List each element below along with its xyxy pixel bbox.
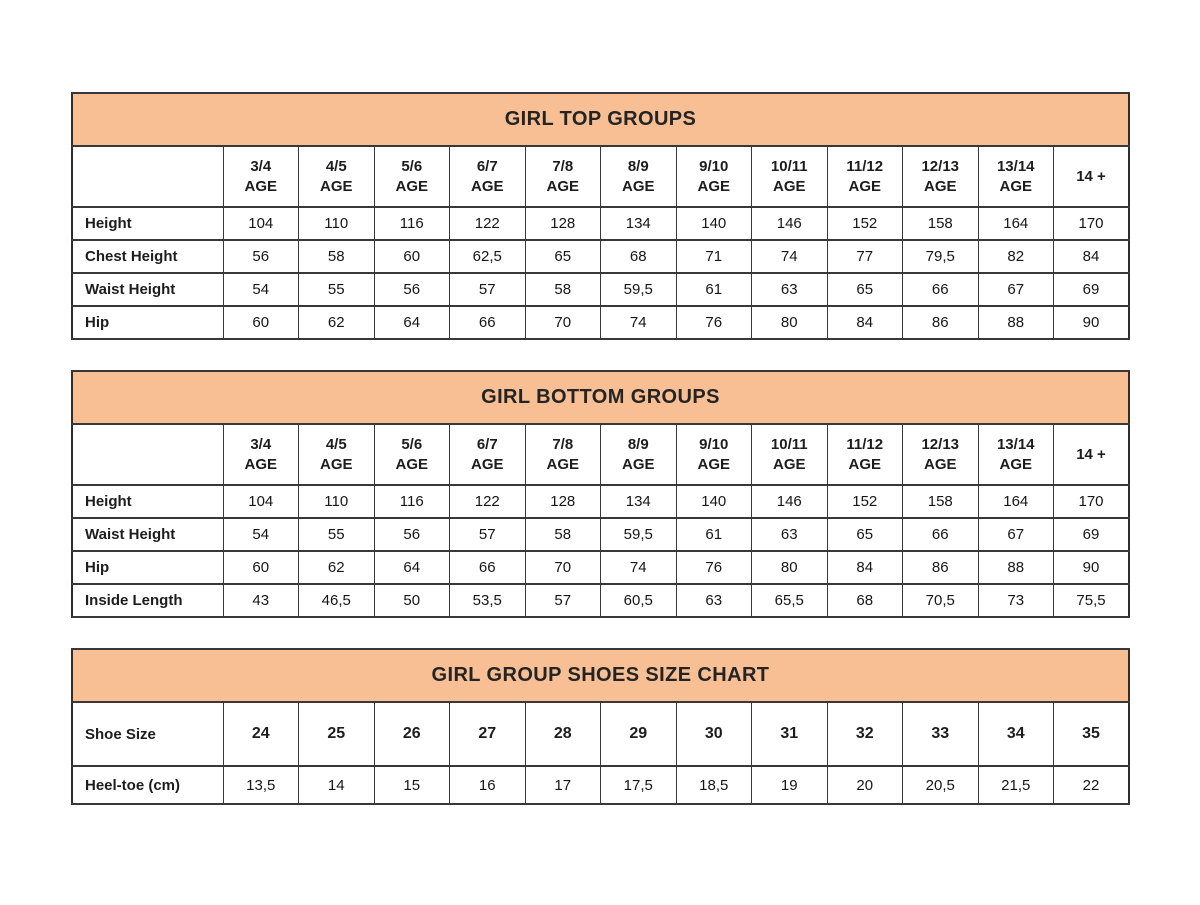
column-header-line: 28 — [553, 724, 572, 742]
column-header-line: 7/8 — [552, 158, 574, 175]
column-header — [223, 702, 299, 766]
column-header-line: 10/11 — [770, 158, 808, 175]
column-header-line: 4/5 — [325, 436, 347, 453]
cell-value: 104 — [223, 485, 299, 518]
cell-value: 128 — [525, 485, 601, 518]
row-label: Height — [72, 485, 223, 518]
cell-value: 21,5 — [978, 766, 1054, 804]
cell-value: 110 — [299, 207, 375, 240]
cell-value: 146 — [752, 207, 828, 240]
cell-value: 62 — [299, 306, 375, 339]
column-header — [676, 146, 752, 207]
cell-value: 70 — [525, 551, 601, 584]
cell-value: 63 — [676, 584, 752, 617]
cell-value: 66 — [450, 306, 526, 339]
column-header-line: 11/12 — [846, 436, 884, 453]
column-header — [1054, 424, 1130, 485]
column-header — [525, 146, 601, 207]
column-header — [978, 424, 1054, 485]
column-header — [374, 146, 450, 207]
column-header — [827, 702, 903, 766]
row-label: Waist Height — [72, 518, 223, 551]
cell-value: 158 — [903, 207, 979, 240]
table-row — [72, 551, 1129, 584]
column-header — [978, 702, 1054, 766]
cell-value: 64 — [374, 306, 450, 339]
cell-value: 66 — [903, 273, 979, 306]
cell-value: 65 — [525, 240, 601, 273]
column-header-line: 31 — [780, 724, 799, 742]
column-header-line: 13/14 — [996, 158, 1035, 175]
cell-value: 68 — [827, 584, 903, 617]
cell-value: 56 — [374, 518, 450, 551]
column-header-line: 27 — [478, 724, 497, 742]
cell-value: 77 — [827, 240, 903, 273]
cell-value: 58 — [525, 518, 601, 551]
column-header — [450, 702, 526, 766]
cell-value: 140 — [676, 485, 752, 518]
column-header-line: 14 + — [1076, 445, 1106, 463]
cell-value: 164 — [978, 207, 1054, 240]
cell-value: 59,5 — [601, 518, 677, 551]
corner-cell — [72, 424, 223, 485]
cell-value: 67 — [978, 518, 1054, 551]
column-header-line: AGE — [546, 455, 579, 473]
cell-value: 43 — [223, 584, 299, 617]
column-header-line: 8/9 — [627, 158, 649, 175]
cell-value: 53,5 — [450, 584, 526, 617]
column-header-line: AGE — [244, 455, 277, 473]
cell-value: 88 — [978, 551, 1054, 584]
cell-value: 86 — [903, 551, 979, 584]
cell-value: 19 — [752, 766, 828, 804]
row-label: Inside Length — [72, 584, 223, 617]
corner-cell: Shoe Size — [72, 702, 223, 766]
column-header-line: 33 — [931, 724, 950, 742]
column-header — [752, 702, 828, 766]
column-header-line: 29 — [629, 724, 648, 742]
column-header — [903, 146, 979, 207]
column-header-line: 4/5 — [325, 158, 347, 175]
table-title: GIRL GROUP SHOES SIZE CHART — [72, 649, 1129, 702]
cell-value: 20 — [827, 766, 903, 804]
cell-value: 170 — [1054, 485, 1130, 518]
cell-value: 60 — [223, 551, 299, 584]
column-header — [676, 424, 752, 485]
column-header — [299, 146, 375, 207]
cell-value: 158 — [903, 485, 979, 518]
column-header-line: AGE — [772, 455, 806, 473]
cell-value: 164 — [978, 485, 1054, 518]
column-header-line: AGE — [621, 455, 655, 473]
column-header-line: 10/11 — [770, 436, 808, 453]
cell-value: 128 — [525, 207, 601, 240]
cell-value: 17 — [525, 766, 601, 804]
cell-value: 80 — [752, 306, 828, 339]
column-header — [903, 702, 979, 766]
table-title-row — [72, 371, 1129, 424]
cell-value: 140 — [676, 207, 752, 240]
cell-value: 62 — [299, 551, 375, 584]
column-header — [374, 424, 450, 485]
column-header-line: AGE — [621, 177, 655, 195]
column-header-line: 5/6 — [401, 158, 423, 175]
cell-value: 104 — [223, 207, 299, 240]
cell-value: 116 — [374, 207, 450, 240]
cell-value: 60 — [374, 240, 450, 273]
cell-value: 17,5 — [601, 766, 677, 804]
column-header-line: AGE — [999, 177, 1032, 195]
cell-value: 14 — [299, 766, 375, 804]
cell-value: 64 — [374, 551, 450, 584]
cell-value: 16 — [450, 766, 526, 804]
column-header — [827, 424, 903, 485]
column-header-line: AGE — [470, 177, 504, 195]
cell-value: 15 — [374, 766, 450, 804]
row-label: Chest Height — [72, 240, 223, 273]
column-header-line: AGE — [923, 177, 957, 195]
cell-value: 62,5 — [450, 240, 526, 273]
cell-value: 13,5 — [223, 766, 299, 804]
column-header — [601, 146, 677, 207]
column-header — [374, 702, 450, 766]
cell-value: 74 — [601, 306, 677, 339]
column-header-line: 26 — [402, 724, 421, 742]
column-header-line: AGE — [546, 177, 579, 195]
cell-value: 71 — [676, 240, 752, 273]
cell-value: 69 — [1054, 273, 1130, 306]
table-row — [72, 766, 1129, 804]
cell-value: 18,5 — [676, 766, 752, 804]
column-header — [752, 424, 828, 485]
cell-value: 58 — [299, 240, 375, 273]
column-header-line: 3/4 — [250, 158, 272, 175]
cell-value: 57 — [450, 518, 526, 551]
cell-value: 82 — [978, 240, 1054, 273]
table-row — [72, 306, 1129, 339]
cell-value: 122 — [450, 485, 526, 518]
column-header-line: AGE — [923, 455, 957, 473]
column-header — [299, 424, 375, 485]
row-label: Hip — [72, 551, 223, 584]
cell-value: 58 — [525, 273, 601, 306]
cell-value: 22 — [1054, 766, 1130, 804]
cell-value: 65 — [827, 518, 903, 551]
column-header — [1054, 702, 1130, 766]
column-header-line: 34 — [1006, 724, 1025, 742]
cell-value: 46,5 — [299, 584, 375, 617]
column-header-line: AGE — [848, 455, 881, 473]
cell-value: 55 — [299, 518, 375, 551]
cell-value: 50 — [374, 584, 450, 617]
column-header-line: 12/13 — [921, 436, 960, 453]
column-header-line: AGE — [697, 455, 730, 473]
cell-value: 70,5 — [903, 584, 979, 617]
column-header — [450, 146, 526, 207]
column-header-line: 35 — [1082, 724, 1100, 742]
cell-value: 60 — [223, 306, 299, 339]
column-header — [525, 702, 601, 766]
table-row — [72, 240, 1129, 273]
cell-value: 84 — [1054, 240, 1130, 273]
column-header-line: AGE — [697, 177, 730, 195]
column-header-row — [72, 146, 1129, 207]
column-header-line: AGE — [470, 455, 504, 473]
column-header — [676, 702, 752, 766]
column-header-line: AGE — [772, 177, 806, 195]
column-header — [525, 424, 601, 485]
cell-value: 56 — [374, 273, 450, 306]
cell-value: 86 — [903, 306, 979, 339]
cell-value: 146 — [752, 485, 828, 518]
column-header-line: 5/6 — [401, 436, 423, 453]
cell-value: 66 — [450, 551, 526, 584]
cell-value: 88 — [978, 306, 1054, 339]
cell-value: 110 — [299, 485, 375, 518]
column-header-line: 6/7 — [476, 158, 498, 175]
column-header-line: 32 — [855, 724, 874, 742]
cell-value: 134 — [601, 485, 677, 518]
column-header-line: AGE — [395, 177, 428, 195]
column-header — [978, 146, 1054, 207]
column-header-line: 25 — [327, 724, 346, 742]
column-header-line: AGE — [999, 455, 1032, 473]
column-header-line: 13/14 — [996, 436, 1035, 453]
column-header-line: 30 — [704, 724, 723, 742]
row-label: Height — [72, 207, 223, 240]
row-label: Hip — [72, 306, 223, 339]
column-header-line: 11/12 — [846, 158, 884, 175]
column-header-line: 8/9 — [627, 436, 649, 453]
table-title: GIRL TOP GROUPS — [72, 93, 1129, 146]
cell-value: 73 — [978, 584, 1054, 617]
cell-value: 63 — [752, 273, 828, 306]
cell-value: 54 — [223, 273, 299, 306]
cell-value: 57 — [525, 584, 601, 617]
column-header-line: 14 + — [1076, 167, 1106, 185]
girl-top-groups-table — [71, 92, 1130, 340]
cell-value: 152 — [827, 485, 903, 518]
cell-value: 68 — [601, 240, 677, 273]
cell-value: 90 — [1054, 306, 1130, 339]
column-header-line: 12/13 — [921, 158, 960, 175]
column-header — [601, 702, 677, 766]
cell-value: 134 — [601, 207, 677, 240]
row-label: Heel-toe (cm) — [72, 766, 223, 804]
column-header-line: AGE — [319, 177, 353, 195]
table-title: GIRL BOTTOM GROUPS — [72, 371, 1129, 424]
table-row — [72, 584, 1129, 617]
cell-value: 67 — [978, 273, 1054, 306]
cell-value: 76 — [676, 306, 752, 339]
cell-value: 65 — [827, 273, 903, 306]
column-header-line: 7/8 — [552, 436, 574, 453]
column-header-line: AGE — [244, 177, 277, 195]
cell-value: 57 — [450, 273, 526, 306]
cell-value: 54 — [223, 518, 299, 551]
cell-value: 116 — [374, 485, 450, 518]
column-header — [827, 146, 903, 207]
column-header — [752, 146, 828, 207]
girl-bottom-groups-table — [71, 370, 1130, 618]
cell-value: 20,5 — [903, 766, 979, 804]
cell-value: 170 — [1054, 207, 1130, 240]
cell-value: 76 — [676, 551, 752, 584]
column-header-line: AGE — [319, 455, 353, 473]
cell-value: 122 — [450, 207, 526, 240]
column-header-line: AGE — [395, 455, 428, 473]
column-header-line: AGE — [848, 177, 881, 195]
cell-value: 84 — [827, 551, 903, 584]
column-header — [450, 424, 526, 485]
column-header-row — [72, 424, 1129, 485]
cell-value: 70 — [525, 306, 601, 339]
table-row — [72, 273, 1129, 306]
table-row — [72, 207, 1129, 240]
cell-value: 66 — [903, 518, 979, 551]
girl-shoes-size-table — [71, 648, 1130, 805]
cell-value: 65,5 — [752, 584, 828, 617]
table-row — [72, 485, 1129, 518]
column-header — [299, 702, 375, 766]
column-header — [601, 424, 677, 485]
column-header-line: 6/7 — [476, 436, 498, 453]
column-header — [223, 146, 299, 207]
table-row — [72, 518, 1129, 551]
column-header — [1054, 146, 1130, 207]
cell-value: 74 — [752, 240, 828, 273]
cell-value: 75,5 — [1054, 584, 1130, 617]
table-title-row — [72, 649, 1129, 702]
column-header-line: 3/4 — [250, 436, 272, 453]
column-header — [223, 424, 299, 485]
cell-value: 79,5 — [903, 240, 979, 273]
cell-value: 60,5 — [601, 584, 677, 617]
column-header-row — [72, 702, 1129, 766]
row-label: Waist Height — [72, 273, 223, 306]
corner-cell — [72, 146, 223, 207]
cell-value: 90 — [1054, 551, 1130, 584]
cell-value: 84 — [827, 306, 903, 339]
cell-value: 74 — [601, 551, 677, 584]
column-header-line: 24 — [251, 724, 270, 742]
column-header-line: 9/10 — [699, 158, 729, 175]
cell-value: 61 — [676, 273, 752, 306]
cell-value: 80 — [752, 551, 828, 584]
column-header-line: 9/10 — [699, 436, 729, 453]
column-header — [903, 424, 979, 485]
cell-value: 63 — [752, 518, 828, 551]
table-title-row — [72, 93, 1129, 146]
cell-value: 61 — [676, 518, 752, 551]
cell-value: 56 — [223, 240, 299, 273]
cell-value: 55 — [299, 273, 375, 306]
cell-value: 152 — [827, 207, 903, 240]
cell-value: 59,5 — [601, 273, 677, 306]
cell-value: 69 — [1054, 518, 1130, 551]
